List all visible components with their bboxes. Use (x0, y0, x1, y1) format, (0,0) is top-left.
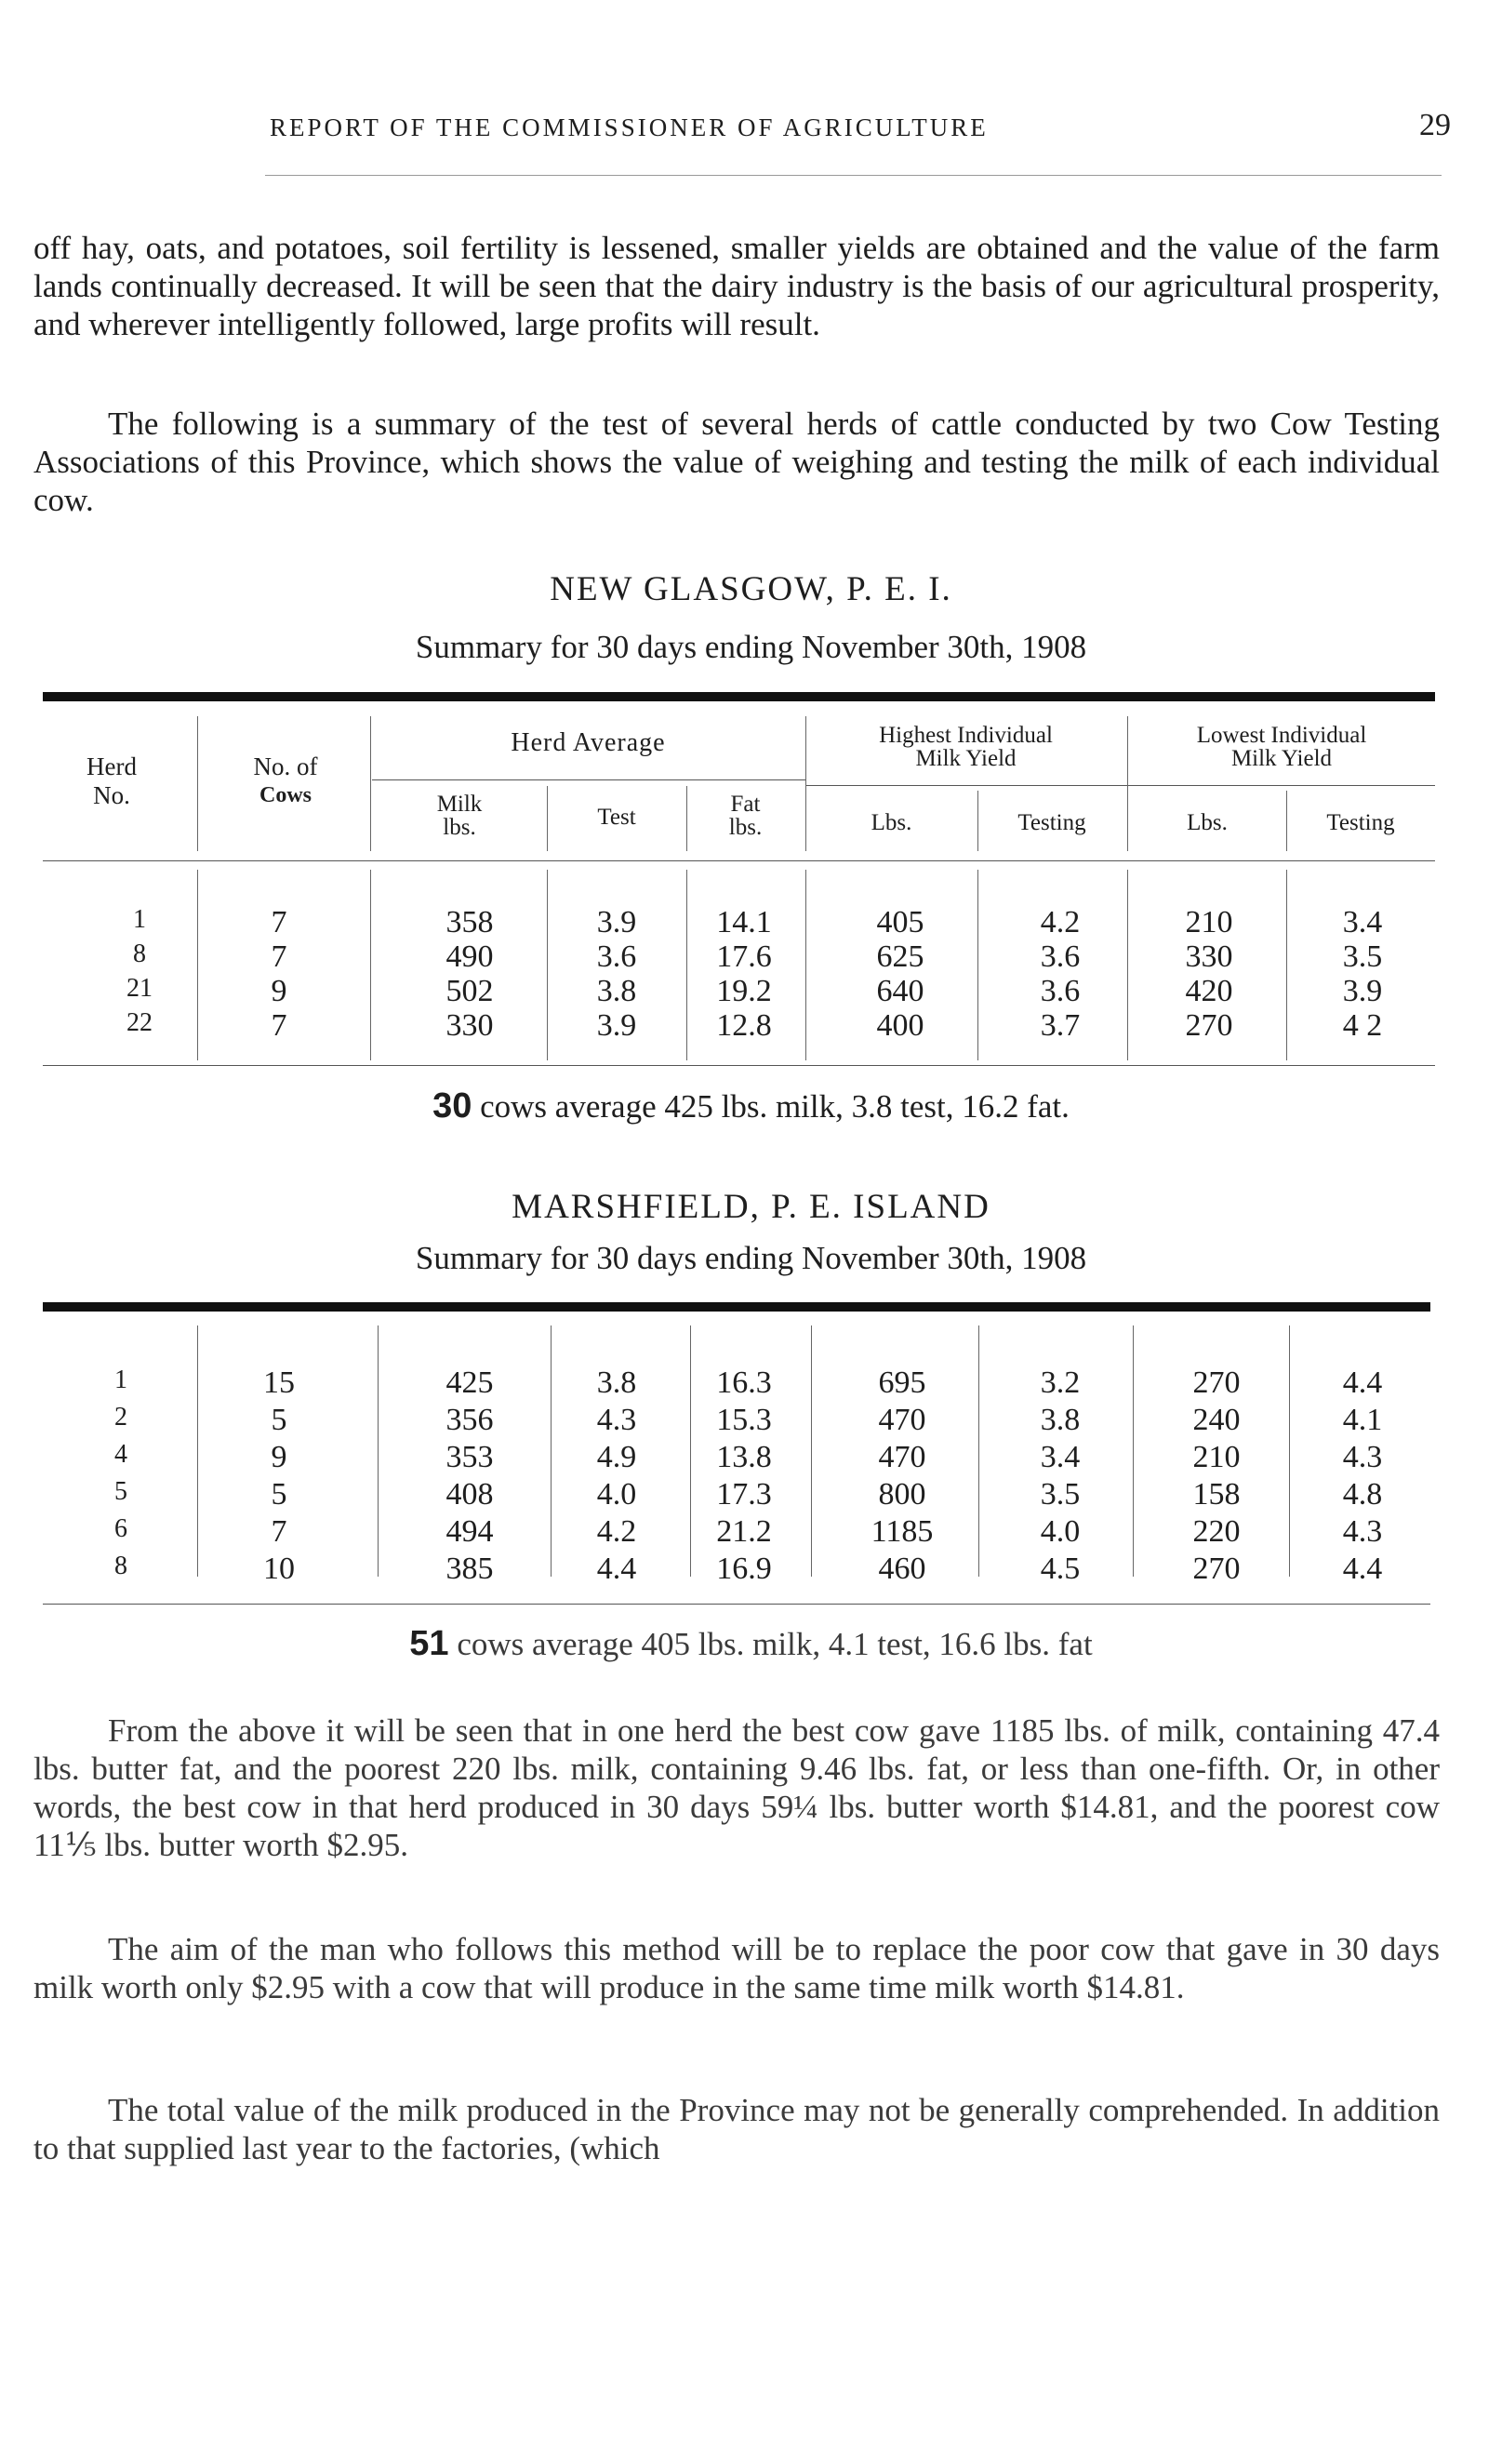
table-cell: 800 (878, 1477, 926, 1512)
vrule (197, 1325, 198, 1577)
table-cell: 502 (445, 974, 494, 1008)
table-cell: 21.2 (716, 1514, 772, 1549)
table-cell: 16.3 (716, 1365, 772, 1400)
vrule (370, 870, 371, 1060)
table2-summary-count: 51 (409, 1624, 449, 1663)
col-herd-average: Herd Average (511, 728, 666, 757)
table-cell: 270 (1185, 1008, 1233, 1043)
table-cell: 460 (878, 1552, 926, 1586)
table-cell: 4 (114, 1440, 127, 1469)
col-high-lbs: Lbs. (871, 810, 912, 835)
table-cell: 3.5 (1342, 939, 1383, 974)
vrule (977, 791, 978, 851)
table-cell: 9 (271, 1440, 287, 1474)
table-cell: 3.6 (596, 939, 637, 974)
table-cell: 6 (114, 1514, 127, 1543)
vrule (370, 716, 371, 851)
vrule (547, 786, 548, 851)
col-highest: Highest Individual Milk Yield (879, 723, 1053, 771)
table-cell: 3.2 (1040, 1365, 1081, 1400)
report-title: REPORT OF THE COMMISSIONER OF AGRICULTURE (270, 113, 989, 141)
table2-subtitle: Summary for 30 days ending November 30th, 1908 (415, 1240, 1087, 1276)
vrule (805, 716, 806, 851)
paragraph-3: From the above it will be seen that in one herd the best cow gave 1185 lbs. of milk, containing 47.4 lbs. butter fat, and the poorest 220 lbs. milk, containing 9.46 lbs. fat, or less than one-fifth. Or, in other words, the best cow in that herd produced in 30 days 59¼ lbs. butter worth $14.81, and the poorest cow 11⅕ lbs. butter worth $2.95. (33, 1712, 1440, 1863)
table-cell: 7 (271, 1008, 287, 1043)
table-cell: 330 (445, 1008, 494, 1043)
table-cell: 4.0 (596, 1477, 637, 1512)
vrule (1127, 870, 1128, 1060)
table-cell: 19.2 (716, 974, 772, 1008)
table-cell: 1 (133, 905, 146, 934)
table-cell: 494 (445, 1514, 494, 1549)
table-cell: 695 (878, 1365, 926, 1400)
table1-bottom-rule (43, 1065, 1435, 1066)
header-rule (265, 175, 1442, 176)
table-cell: 490 (445, 939, 494, 974)
table-cell: 3.9 (596, 905, 637, 939)
table-cell: 15.3 (716, 1403, 772, 1437)
table1-summary-count: 30 (432, 1086, 472, 1125)
table-cell: 4.4 (1342, 1365, 1383, 1400)
table-cell: 8 (133, 939, 146, 968)
vrule (1127, 716, 1128, 851)
table-cell: 240 (1192, 1403, 1241, 1437)
table-cell: 4 2 (1342, 1008, 1383, 1043)
paragraph-2: The following is a summary of the test of several herds of cattle conducted by two Cow Testing Associations of this Province, which shows the value of weighing and testing the milk of each individual cow. (33, 406, 1440, 518)
vrule (978, 1325, 979, 1577)
vrule (1133, 1325, 1134, 1577)
table-cell: 5 (271, 1403, 287, 1437)
table-cell: 640 (876, 974, 924, 1008)
table-cell: 3.8 (1040, 1403, 1081, 1437)
table-cell: 3.8 (596, 1365, 637, 1400)
vrule (1289, 1325, 1290, 1577)
vrule (1286, 870, 1287, 1060)
table2-title: MARSHFIELD, P. E. ISLAND (512, 1188, 990, 1226)
herd-average-rule (372, 779, 805, 780)
table1-header-rule (43, 860, 1435, 861)
page-number: 29 (1419, 108, 1451, 142)
paragraph-1: off hay, oats, and potatoes, soil fertility is lessened, smaller yields are obtained and the value of the farm lands continually decreased. It will be seen that the dairy industry is the basis of our agricultural prosperity, and wherever intelligently followed, large profits will result. (33, 230, 1440, 342)
table-cell: 3.5 (1040, 1477, 1081, 1512)
table-cell: 625 (876, 939, 924, 974)
table-cell: 16.9 (716, 1552, 772, 1586)
vrule (1286, 791, 1287, 851)
table-cell: 470 (878, 1440, 926, 1474)
col-low-lbs: Lbs. (1187, 810, 1228, 835)
table-cell: 3.9 (596, 1008, 637, 1043)
table-cell: 425 (445, 1365, 494, 1400)
table-cell: 7 (271, 939, 287, 974)
table-cell: 385 (445, 1552, 494, 1586)
table-cell: 1185 (871, 1514, 934, 1549)
table-cell: 353 (445, 1440, 494, 1474)
col-low-testing: Testing (1326, 810, 1395, 835)
table-cell: 3.6 (1040, 974, 1081, 1008)
highest-rule (805, 785, 1127, 786)
table2-summary (0, 1624, 1502, 1664)
table-cell: 14.1 (716, 905, 772, 939)
table-cell: 9 (271, 974, 287, 1008)
col-test: Test (597, 805, 636, 830)
table-cell: 3.4 (1342, 905, 1383, 939)
table-cell: 7 (271, 1514, 287, 1549)
table1-top-rule (43, 692, 1435, 701)
table-cell: 1 (114, 1365, 127, 1394)
table-cell: 4.3 (1342, 1514, 1383, 1549)
col-herd: Herd No. (86, 753, 137, 809)
table-cell: 4.0 (1040, 1514, 1081, 1549)
col-fat: Fat lbs. (728, 792, 763, 840)
table1-title: NEW GLASGOW, P. E. I. (550, 570, 952, 608)
table-cell: 405 (876, 905, 924, 939)
table-cell: 5 (114, 1477, 127, 1506)
table-cell: 4.4 (596, 1552, 637, 1586)
table-cell: 10 (263, 1552, 295, 1586)
paragraph-5: The total value of the milk produced in the Province may not be generally comprehended. In addition to that supplied last year to the factories, (which (33, 2092, 1440, 2166)
col-high-testing: Testing (1017, 810, 1086, 835)
table-cell: 270 (1192, 1552, 1241, 1586)
vrule (197, 716, 198, 851)
table-cell: 400 (876, 1008, 924, 1043)
table-cell: 17.6 (716, 939, 772, 974)
table-cell: 5 (271, 1477, 287, 1512)
table1-subtitle: Summary for 30 days ending November 30th, 1908 (415, 629, 1087, 665)
table-cell: 210 (1192, 1440, 1241, 1474)
lowest-rule (1128, 785, 1435, 786)
table-cell: 3.7 (1040, 1008, 1081, 1043)
table-cell: 3.9 (1342, 974, 1383, 1008)
table-cell: 4.2 (596, 1514, 637, 1549)
vrule (378, 1325, 379, 1577)
table-cell: 4.5 (1040, 1552, 1081, 1586)
table-cell: 13.8 (716, 1440, 772, 1474)
table-cell: 12.8 (716, 1008, 772, 1043)
vrule (977, 870, 978, 1060)
table-cell: 22 (126, 1008, 153, 1037)
table-cell: 420 (1185, 974, 1233, 1008)
table-cell: 210 (1185, 905, 1233, 939)
table-cell: 17.3 (716, 1477, 772, 1512)
table-cell: 4.3 (1342, 1440, 1383, 1474)
table-cell: 2 (114, 1403, 127, 1432)
table-cell: 8 (114, 1552, 127, 1580)
table2-top-rule (43, 1302, 1430, 1312)
table-cell: 358 (445, 905, 494, 939)
col-lowest: Lowest Individual Milk Yield (1196, 723, 1367, 771)
table-cell: 4.3 (596, 1403, 637, 1437)
table2-summary-text: cows average 405 lbs. milk, 4.1 test, 16.6 lbs. fat (457, 1626, 1093, 1662)
table2-bottom-rule (43, 1604, 1430, 1605)
table-cell: 3.6 (1040, 939, 1081, 974)
table-cell: 330 (1185, 939, 1233, 974)
table-cell: 4.4 (1342, 1552, 1383, 1586)
table-cell: 408 (445, 1477, 494, 1512)
vrule (547, 870, 548, 1060)
table-cell: 158 (1192, 1477, 1241, 1512)
table-cell: 4.9 (596, 1440, 637, 1474)
table-cell: 220 (1192, 1514, 1241, 1549)
col-cows: No. of Cows (253, 753, 318, 807)
table-cell: 4.2 (1040, 905, 1081, 939)
table-cell: 3.8 (596, 974, 637, 1008)
col-milk: Milk lbs. (436, 792, 483, 840)
vrule (811, 1325, 812, 1577)
paragraph-4: The aim of the man who follows this method will be to replace the poor cow that gave in 30 days milk worth only $2.95 with a cow that will produce in the same time milk worth $14.81. (33, 1931, 1440, 2005)
table1-summary-text: cows average 425 lbs. milk, 3.8 test, 16.2 fat. (480, 1088, 1070, 1125)
table-cell: 470 (878, 1403, 926, 1437)
table-cell: 15 (263, 1365, 295, 1400)
table-cell: 7 (271, 905, 287, 939)
table-cell: 270 (1192, 1365, 1241, 1400)
vrule (686, 786, 687, 851)
table-cell: 4.8 (1342, 1477, 1383, 1512)
table1-summary (0, 1086, 1502, 1126)
table-cell: 3.4 (1040, 1440, 1081, 1474)
table-cell: 4.1 (1342, 1403, 1383, 1437)
table-cell: 21 (126, 974, 153, 1003)
table-cell: 356 (445, 1403, 494, 1437)
